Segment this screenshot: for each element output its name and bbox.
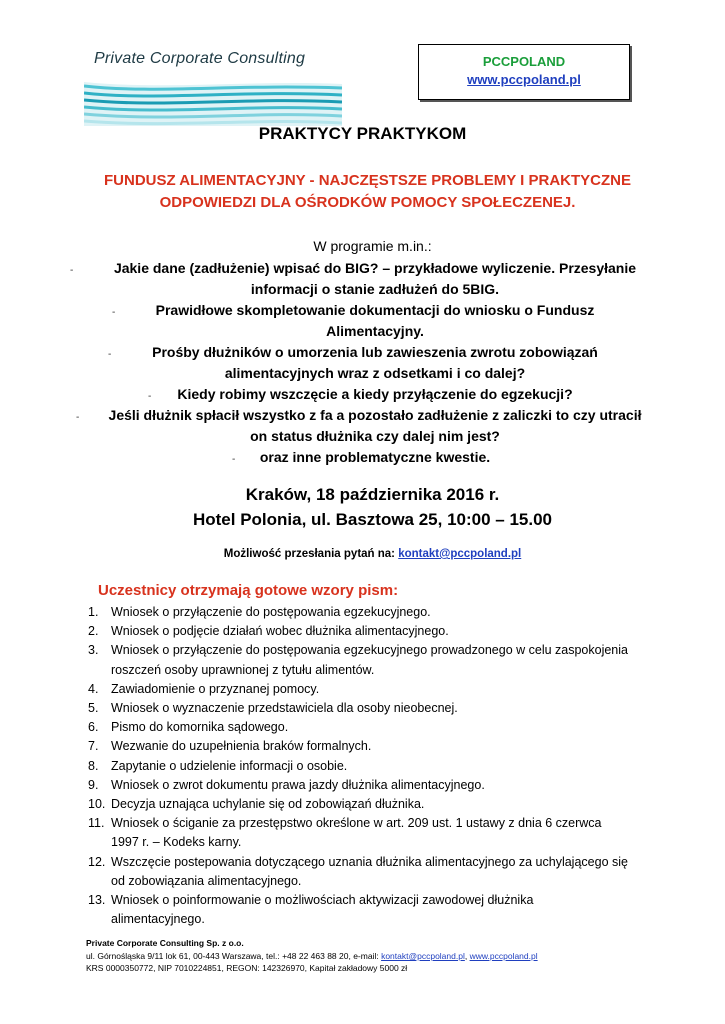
list-item: [88, 718, 648, 737]
item-text: Zawiadomienie o przyznanej pomocy.: [111, 681, 320, 696]
subtitle-line: ODPOWIEDZI DLA OŚRODKÓW POMOCY SPOŁECZENEJ.: [159, 194, 576, 211]
item-number: 11.: [88, 816, 105, 831]
footer-website-link[interactable]: www.pccpoland.pl: [469, 951, 538, 961]
item-number: 6.: [88, 720, 99, 735]
footer-email-link[interactable]: kontakt@pccpoland.pl: [381, 951, 465, 961]
item-text: alimentacyjnego.: [111, 912, 205, 927]
list-dash: -: [108, 349, 112, 360]
logo-text: Private Corporate Consulting: [94, 50, 306, 67]
subtitle-line: FUNDUSZ ALIMENTACYJNY - NAJCZĘSTSZE PROBLEMY I PRAKTYCZNE: [104, 172, 631, 189]
list-item: [88, 641, 648, 679]
item-text: Wniosek o wyznaczenie przedstawiciela dla osoby nieobecnej.: [111, 701, 458, 716]
list-item: [88, 622, 648, 641]
program-item-line: oraz inne problematyczne kwestie.: [259, 449, 491, 465]
item-text: Zapytanie o udzielenie informacji o osobie.: [111, 758, 348, 773]
item-number: 13.: [88, 893, 106, 908]
list-item: [88, 680, 648, 699]
footer-address: ul. Górnośląska 9/11 lok 61, 00-443 Warszawa, tel.: +48 22 463 88 20, e-mail:: [86, 951, 382, 961]
list-item: [88, 853, 648, 891]
item-text: Wniosek o poinformowanie o możliwościach aktywizacji zawodowej dłużnika: [111, 893, 534, 908]
program-item-line: Prośby dłużników o umorzenia lub zawieszenia zwrotu zobowiązań: [152, 344, 598, 360]
item-text: Wszczęcie postepowania dotyczącego uznania dłużnika alimentacyjnego za uchylającego się: [111, 854, 628, 869]
item-number: 5.: [88, 701, 99, 716]
contact-label: Możliwość przesłania pytań na:: [223, 548, 399, 560]
program-item-line: Jeśli dłużnik spłacił wszystko z fa a pozostało zadłużenie z zaliczki to czy utracił: [108, 407, 642, 423]
item-number: 1.: [88, 605, 99, 619]
item-number: 7.: [88, 739, 99, 754]
program-item-line: informacji o stanie zadłużeń do 5BIG.: [250, 281, 500, 297]
item-text: Wniosek o przyłączenie do postępowania egzekucyjnego prowadzonego w celu zaspokojenia: [111, 643, 628, 658]
list-item: [88, 891, 648, 929]
forms-heading: Uczestnicy otrzymają gotowe wzory pism:: [98, 582, 399, 599]
program-heading: W programie m.in.:: [313, 238, 432, 254]
program-item: [80, 447, 670, 468]
item-text: Wniosek o zwrot dokumentu prawa jazdy dłużnika alimentacyjnego.: [111, 777, 485, 792]
item-text: Wezwanie do uzupełnienia braków formalnych.: [111, 739, 372, 754]
subtitle: [60, 170, 675, 214]
brand-website-link[interactable]: www.pccpoland.pl: [467, 72, 581, 87]
item-number: 3.: [88, 643, 99, 658]
program-list: [70, 258, 670, 468]
program-item: [80, 300, 670, 342]
footer-separator: ,: [464, 951, 470, 961]
page-title: PRAKTYCY PRAKTYKOM: [258, 124, 467, 143]
company-logo: [84, 44, 342, 130]
program-item: [76, 405, 670, 447]
program-item-line: on status dłużnika czy dalej nim jest?: [250, 428, 500, 444]
list-item: [88, 776, 648, 795]
item-text: Wniosek o przyłączenie do postępowania egzekucyjnego.: [111, 605, 431, 619]
item-number: 9.: [88, 777, 99, 792]
logo-wave-graphic: [84, 78, 342, 130]
list-item: [88, 737, 648, 756]
forms-list: [88, 603, 648, 929]
brand-name: PCCPOLAND: [482, 54, 566, 69]
item-number: 2.: [88, 624, 99, 639]
item-number: 12.: [88, 854, 106, 869]
list-item: [88, 795, 648, 814]
brand-box: [418, 44, 630, 100]
program-item: [70, 258, 670, 300]
list-dash: -: [112, 307, 116, 318]
list-dash: -: [148, 391, 152, 402]
list-dash: -: [232, 454, 236, 465]
footer-address-line: [86, 950, 706, 962]
list-dash: -: [76, 412, 80, 423]
list-item: [88, 814, 648, 852]
item-number: 10.: [88, 797, 106, 812]
contact-email-link[interactable]: kontakt@pccpoland.pl: [398, 548, 522, 560]
list-item: [88, 603, 648, 622]
program-item: [80, 342, 670, 384]
program-item-line: Prawidłowe skompletowanie dokumentacji do wniosku o Fundusz: [155, 302, 595, 318]
program-item-line: Alimentacyjny.: [326, 323, 424, 339]
event-place: Hotel Polonia, ul. Basztowa 25, 10:00 – 15.00: [192, 510, 553, 529]
program-item-line: Kiedy robimy wszczęcie a kiedy przyłączenie do egzekucji?: [177, 386, 573, 402]
item-text: 1997 r. – Kodeks karny.: [111, 835, 242, 850]
list-item: [88, 757, 648, 776]
item-text: Wniosek o ściganie za przestępstwo określone w art. 209 ust. 1 ustawy z dnia 6 czerwca: [111, 816, 602, 831]
footer-company: Private Corporate Consulting Sp. z o.o.: [86, 938, 244, 948]
program-item-line: alimentacyjnych wraz z odsetkami i co dalej?: [224, 365, 526, 381]
event-date: Kraków, 18 października 2016 r.: [245, 485, 500, 504]
footer-registry: KRS 0000350772, NIP 7010224851, REGON: 142326970, Kapitał zakładowy 5000 zł: [86, 963, 408, 973]
item-text: od zobowiązania alimentacyjnego.: [111, 873, 302, 888]
item-number: 8.: [88, 758, 99, 773]
list-dash: -: [70, 265, 74, 276]
list-item: [88, 699, 648, 718]
program-item-line: Jakie dane (zadłużenie) wpisać do BIG? – przykładowe wyliczenie. Przesyłanie: [113, 260, 637, 276]
item-text: Wniosek o podjęcie działań wobec dłużnika alimentacyjnego.: [111, 624, 449, 639]
footer: [86, 937, 706, 974]
item-text: Pismo do komornika sądowego.: [111, 720, 289, 735]
contact-line: [0, 548, 725, 560]
item-number: 4.: [88, 681, 99, 696]
item-text: Decyzja uznająca uchylanie się od zobowiązań dłużnika.: [111, 797, 425, 812]
program-item: [80, 384, 670, 405]
item-text: roszczeń osoby uprawnionej z tytułu alimentów.: [111, 662, 375, 677]
